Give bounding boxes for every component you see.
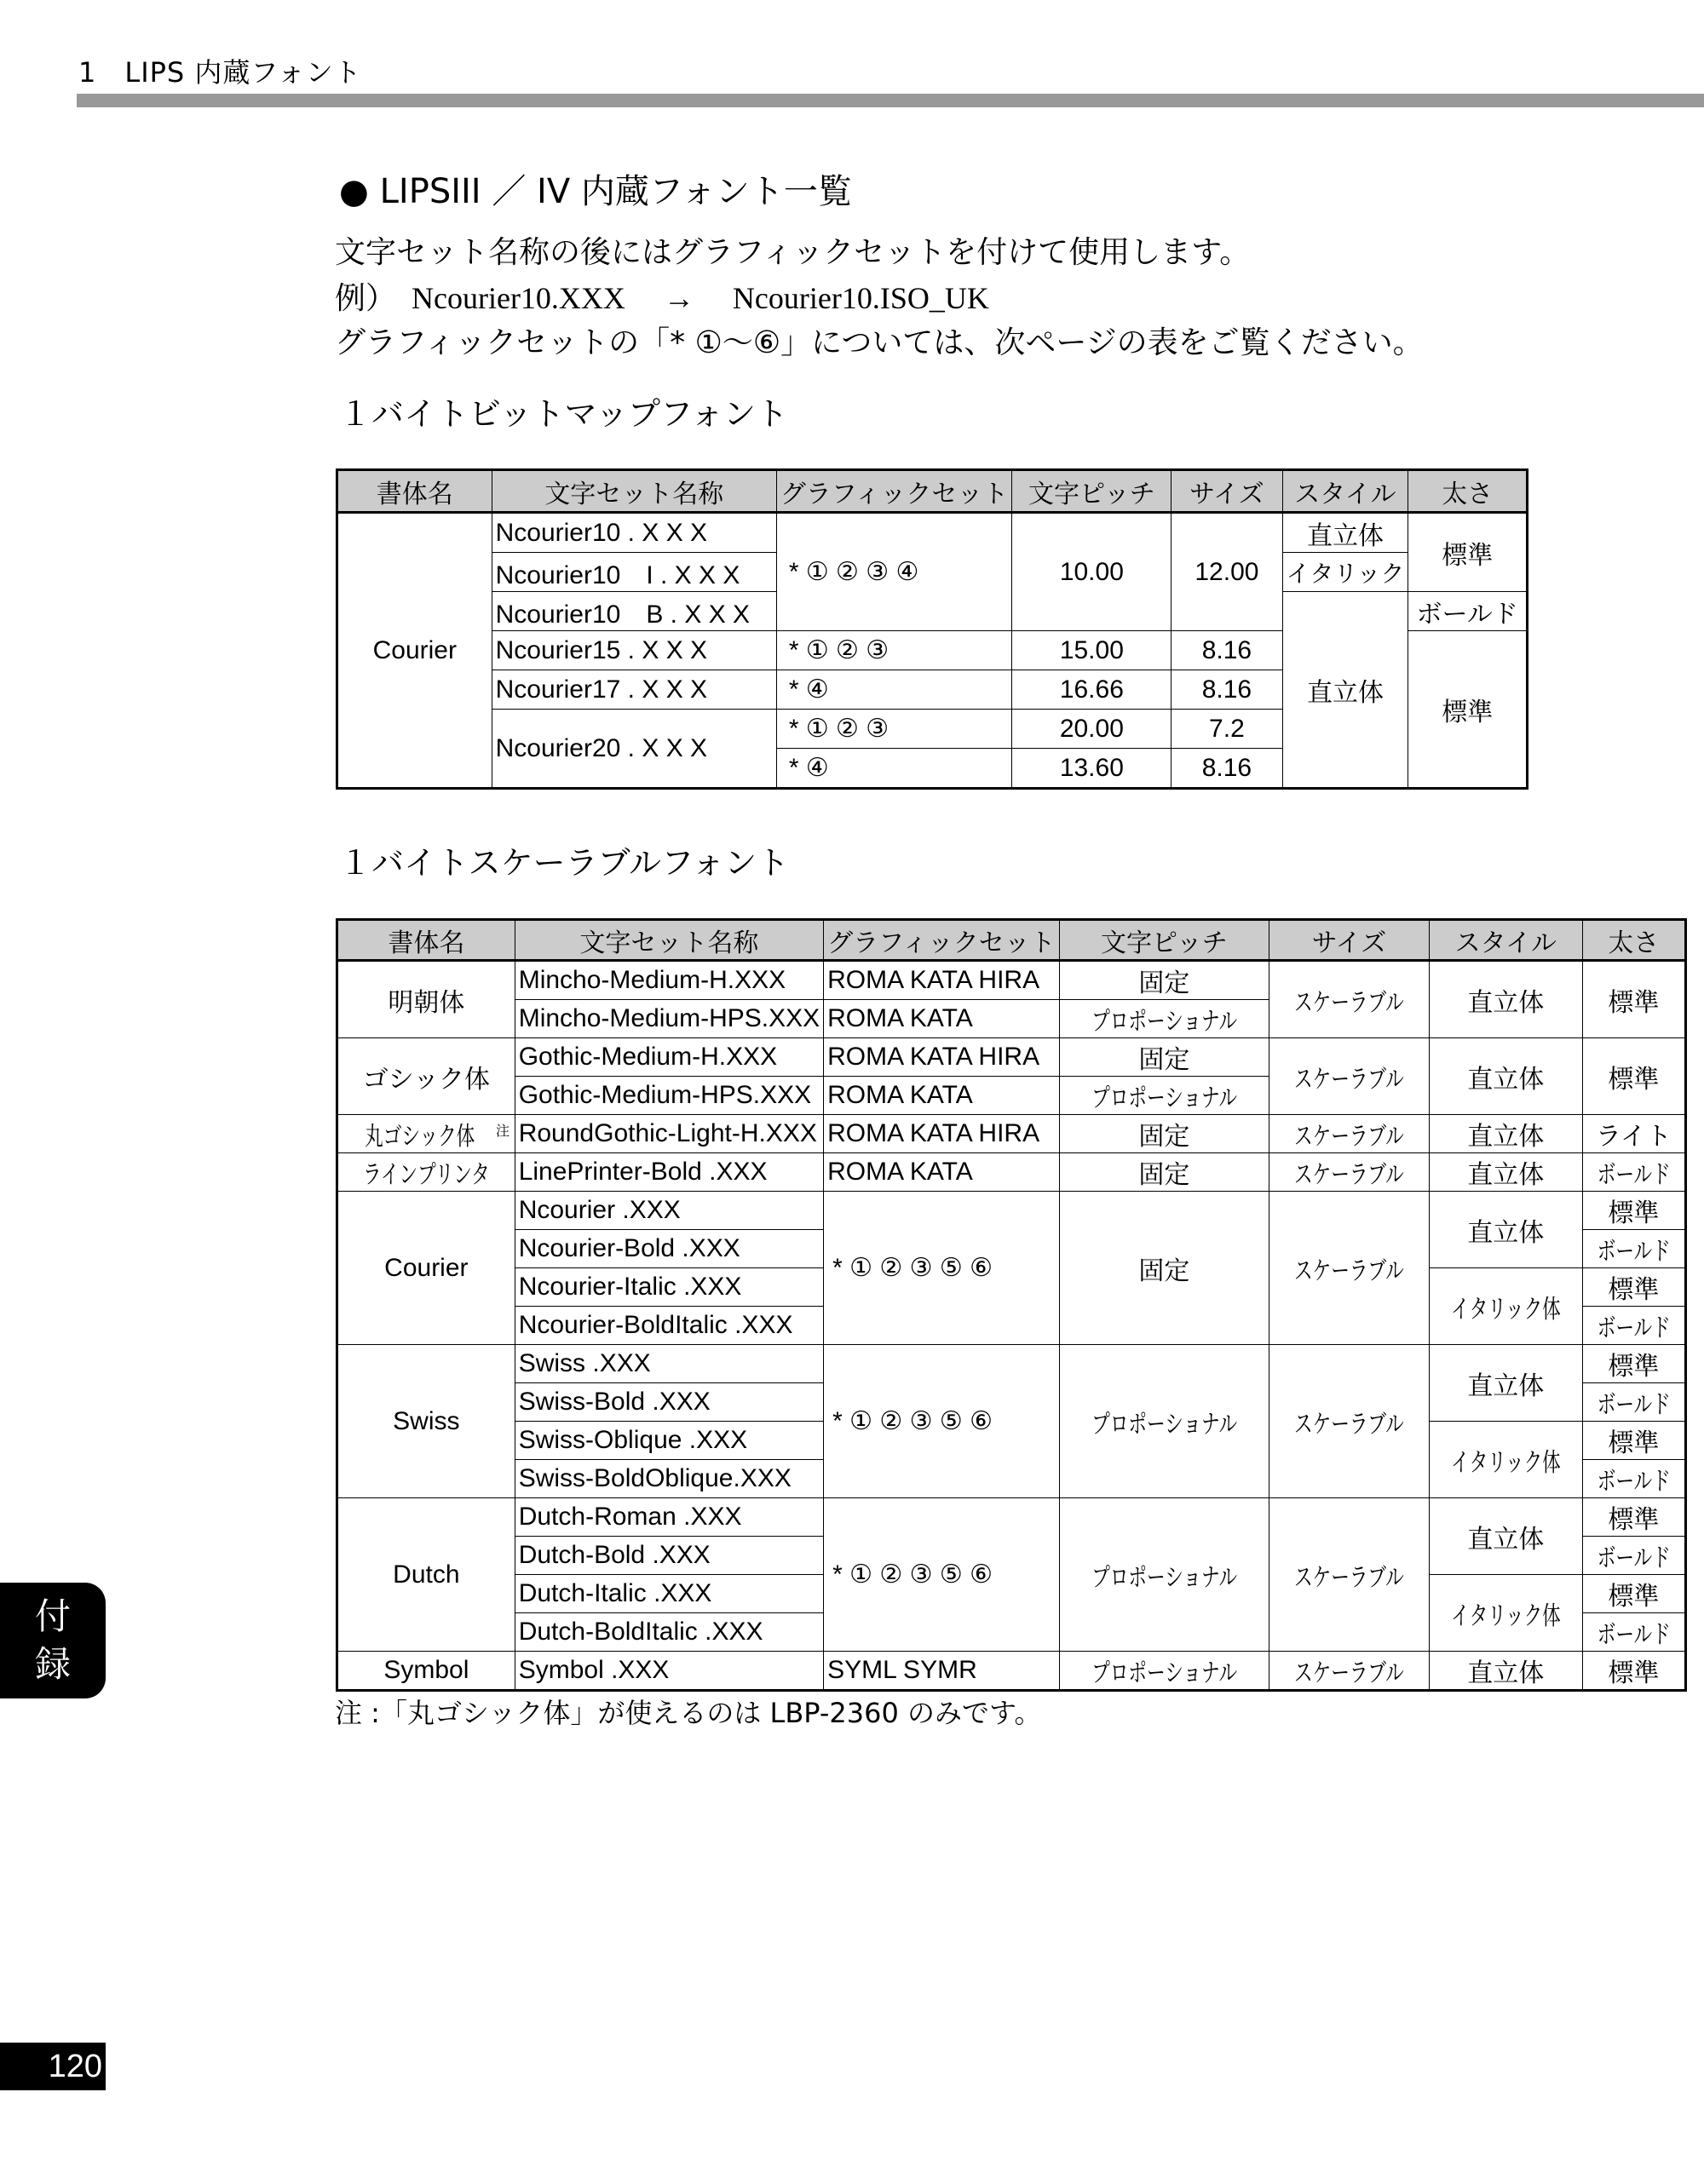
weight-cell: 標準 xyxy=(1582,1422,1685,1460)
weight-text: ボールド xyxy=(1597,1391,1671,1419)
pitch-cell: 固定 xyxy=(1059,1038,1269,1077)
col-header: 文字セット名称 xyxy=(515,920,823,961)
graphic-set-cell: * ① ② ③ xyxy=(776,631,1012,670)
weight-text: ボールド xyxy=(1597,1544,1671,1572)
charset-cell: Swiss-BoldOblique.XXX xyxy=(515,1460,823,1498)
table-header-row xyxy=(337,470,1528,513)
style-cell: 直立体 xyxy=(1429,1192,1582,1268)
weight-cell: 標準 xyxy=(1582,1575,1685,1613)
col-header: サイズ xyxy=(1172,470,1282,513)
charset-cell: Mincho-Medium-HPS.XXX xyxy=(515,1000,823,1038)
graphic-set-cell: * ① ② ③ xyxy=(776,710,1012,749)
style-cell xyxy=(1429,1575,1582,1652)
charset-cell: Gothic-Medium-H.XXX xyxy=(515,1038,823,1077)
charset-cell: Swiss-Bold .XXX xyxy=(515,1383,823,1422)
charset-cell: Gothic-Medium-HPS.XXX xyxy=(515,1077,823,1115)
weight-cell xyxy=(1582,1383,1685,1422)
pitch-cell: 固定 xyxy=(1059,1115,1269,1153)
pitch-cell: 固定 xyxy=(1059,961,1269,1000)
weight-cell: 標準 xyxy=(1582,1345,1685,1383)
graphic-set-cell: * ① ② ③ ⑤ ⑥ xyxy=(824,1192,1060,1345)
bitmap-font-heading: １バイトビットマップフォント xyxy=(339,395,789,433)
charset-cell: Ncourier10 I . X X X xyxy=(492,553,776,592)
pitch-text: プロポーショナル xyxy=(1091,1084,1237,1112)
style-cell: 直立体 xyxy=(1429,961,1582,1038)
font-name-cell: Symbol xyxy=(337,1652,515,1691)
size-cell xyxy=(1269,1652,1430,1691)
graphic-set-cell: ROMA KATA xyxy=(824,1077,1060,1115)
size-text: スケーラブル xyxy=(1294,1161,1404,1189)
pitch-text: プロポーショナル xyxy=(1091,1563,1237,1592)
table-row xyxy=(337,1498,1686,1537)
style-text: イタリック体 xyxy=(1450,1601,1561,1630)
charset-cell: Ncourier17 . X X X xyxy=(492,670,776,710)
size-text: スケーラブル xyxy=(1294,1563,1404,1592)
size-text: スケーラブル xyxy=(1294,1123,1404,1151)
weight-cell xyxy=(1582,1613,1685,1652)
pitch-cell: 13.60 xyxy=(1012,749,1172,789)
pitch-cell xyxy=(1059,1000,1269,1038)
size-text: スケーラブル xyxy=(1294,1256,1404,1285)
style-cell: 直立体 xyxy=(1282,513,1408,553)
size-cell xyxy=(1269,1153,1430,1192)
style-cell xyxy=(1429,1422,1582,1498)
col-header: グラフィックセット xyxy=(776,470,1012,513)
col-header: スタイル xyxy=(1282,470,1408,513)
font-name-cell: ゴシック体 xyxy=(337,1038,515,1115)
pitch-cell: 固定 xyxy=(1059,1153,1269,1192)
col-header: 書体名 xyxy=(337,470,492,513)
style-cell: 直立体 xyxy=(1429,1038,1582,1115)
pitch-cell: 16.66 xyxy=(1012,670,1172,710)
font-name-cell: 明朝体 xyxy=(337,961,515,1038)
size-cell xyxy=(1269,961,1430,1038)
table-row xyxy=(337,1192,1686,1230)
weight-text: ボールド xyxy=(1597,1161,1671,1189)
weight-cell: 標準 xyxy=(1582,1038,1685,1115)
graphic-set-cell: ROMA KATA HIRA xyxy=(824,1115,1060,1153)
col-header: 書体名 xyxy=(337,920,515,961)
pitch-cell: 10.00 xyxy=(1012,513,1172,631)
weight-text: ボールド xyxy=(1597,1621,1671,1649)
charset-cell: Ncourier10 . X X X xyxy=(492,513,776,553)
charset-cell: Dutch-BoldItalic .XXX xyxy=(515,1613,823,1652)
col-header: 太さ xyxy=(1582,920,1685,961)
col-header: 文字ピッチ xyxy=(1059,920,1269,961)
style-cell: 直立体 xyxy=(1429,1498,1582,1575)
graphic-set-cell: * ④ xyxy=(776,670,1012,710)
size-cell xyxy=(1269,1192,1430,1345)
col-header: 文字ピッチ xyxy=(1012,470,1172,513)
style-cell: 直立体 xyxy=(1429,1153,1582,1192)
font-name-cell xyxy=(337,1153,515,1192)
weight-cell: 標準 xyxy=(1582,1652,1685,1691)
font-name-cell xyxy=(337,1115,515,1153)
pitch-cell: 15.00 xyxy=(1012,631,1172,670)
table-row xyxy=(337,961,1686,1000)
table-row xyxy=(337,1038,1686,1077)
pitch-text: プロポーショナル xyxy=(1091,1410,1237,1439)
weight-cell xyxy=(1582,1307,1685,1345)
size-cell xyxy=(1269,1498,1430,1652)
font-name-cell: Dutch xyxy=(337,1498,515,1652)
charset-cell: Dutch-Italic .XXX xyxy=(515,1575,823,1613)
note-marker: 注 xyxy=(496,1124,510,1139)
weight-cell: 標準 xyxy=(1582,1268,1685,1307)
page-number: 120 xyxy=(0,2043,106,2090)
table-header-row xyxy=(337,920,1686,961)
appendix-tab-char: 付 xyxy=(34,1595,71,1637)
charset-cell: Mincho-Medium-H.XXX xyxy=(515,961,823,1000)
pitch-cell xyxy=(1059,1652,1269,1691)
scalable-font-heading: １バイトスケーラブルフォント xyxy=(339,844,790,882)
table-row xyxy=(337,1153,1686,1192)
graphic-set-cell: ROMA KATA xyxy=(824,1153,1060,1192)
header-rule xyxy=(77,94,1704,107)
weight-text: ボールド xyxy=(1597,1468,1671,1496)
appendix-tab-char: 録 xyxy=(34,1643,71,1685)
footnote: 注 :「丸ゴシック体」が使えるのは LBP-2360 のみです。 xyxy=(335,1697,1042,1729)
font-name-cell: Swiss xyxy=(337,1345,515,1498)
weight-cell xyxy=(1582,1537,1685,1575)
weight-cell: 標準 xyxy=(1408,513,1528,592)
charset-cell: Ncourier .XXX xyxy=(515,1192,823,1230)
intro-line-2: 例） Ncourier10.XXX → Ncourier10.ISO_UK xyxy=(335,281,989,315)
intro-line-3: グラフィックセットの「* ①～⑥」については、次ページの表をご覧ください。 xyxy=(335,325,1424,360)
style-cell: 直立体 xyxy=(1282,592,1408,789)
style-text: イタリック体 xyxy=(1450,1448,1561,1477)
table-row xyxy=(337,1652,1686,1691)
charset-cell: Ncourier-BoldItalic .XXX xyxy=(515,1307,823,1345)
style-cell xyxy=(1429,1268,1582,1345)
graphic-set-cell: ROMA KATA HIRA xyxy=(824,1038,1060,1077)
graphic-set-cell: * ④ xyxy=(776,749,1012,789)
size-cell: 8.16 xyxy=(1172,631,1282,670)
charset-cell: RoundGothic-Light-H.XXX xyxy=(515,1115,823,1153)
style-cell: 直立体 xyxy=(1429,1652,1582,1691)
bitmap-font-table xyxy=(336,468,1528,790)
charset-cell: LinePrinter-Bold .XXX xyxy=(515,1153,823,1192)
charset-cell: Dutch-Bold .XXX xyxy=(515,1537,823,1575)
size-cell: 12.00 xyxy=(1172,513,1282,631)
col-header: スタイル xyxy=(1429,920,1582,961)
graphic-set-cell: ROMA KATA xyxy=(824,1000,1060,1038)
running-header: 1 LIPS 内蔵フォント xyxy=(78,56,362,89)
size-cell xyxy=(1269,1345,1430,1498)
charset-cell: Ncourier20 . X X X xyxy=(492,710,776,789)
graphic-set-cell: * ① ② ③ ⑤ ⑥ xyxy=(824,1345,1060,1498)
pitch-text: プロポーショナル xyxy=(1091,1008,1237,1036)
pitch-text: プロポーショナル xyxy=(1091,1659,1237,1687)
pitch-cell xyxy=(1059,1345,1269,1498)
weight-text: ボールド xyxy=(1597,1238,1671,1266)
pitch-cell: 固定 xyxy=(1059,1192,1269,1345)
style-cell: 直立体 xyxy=(1429,1345,1582,1422)
graphic-set-cell: * ① ② ③ ⑤ ⑥ xyxy=(824,1498,1060,1652)
size-cell xyxy=(1269,1038,1430,1115)
weight-cell: 標準 xyxy=(1408,631,1528,789)
weight-cell xyxy=(1582,1460,1685,1498)
intro-line-1: 文字セット名称の後にはグラフィックセットを付けて使用します。 xyxy=(335,235,1251,270)
charset-cell: Swiss .XXX xyxy=(515,1345,823,1383)
col-header: 文字セット名称 xyxy=(492,470,776,513)
size-text: スケーラブル xyxy=(1294,1410,1404,1439)
weight-cell xyxy=(1582,1230,1685,1268)
col-header: 太さ xyxy=(1408,470,1528,513)
table-row xyxy=(337,513,1528,553)
scalable-font-table xyxy=(336,918,1687,1692)
weight-cell: 標準 xyxy=(1582,1498,1685,1537)
size-cell: 7.2 xyxy=(1172,710,1282,749)
size-cell: 8.16 xyxy=(1172,749,1282,789)
pitch-cell xyxy=(1059,1498,1269,1652)
weight-text: ボールド xyxy=(1597,1314,1671,1342)
col-header: サイズ xyxy=(1269,920,1430,961)
charset-cell: Dutch-Roman .XXX xyxy=(515,1498,823,1537)
charset-cell: Swiss-Oblique .XXX xyxy=(515,1422,823,1460)
style-text: イタリック体 xyxy=(1450,1295,1561,1324)
weight-cell: ボールド xyxy=(1408,592,1528,631)
charset-cell: Ncourier-Bold .XXX xyxy=(515,1230,823,1268)
col-header: グラフィックセット xyxy=(824,920,1060,961)
style-cell: 直立体 xyxy=(1429,1115,1582,1153)
table-row xyxy=(337,1115,1686,1153)
style-cell: イタリック xyxy=(1282,553,1408,592)
weight-cell xyxy=(1582,1153,1685,1192)
pitch-cell xyxy=(1059,1077,1269,1115)
font-name-cell: Courier xyxy=(337,1192,515,1345)
weight-cell: 標準 xyxy=(1582,961,1685,1038)
size-text: スケーラブル xyxy=(1294,1659,1404,1687)
graphic-set-cell: ROMA KATA HIRA xyxy=(824,961,1060,1000)
charset-cell: Ncourier15 . X X X xyxy=(492,631,776,670)
graphic-set-cell: * ① ② ③ ④ xyxy=(776,513,1012,631)
graphic-set-cell: SYML SYMR xyxy=(824,1652,1060,1691)
size-cell xyxy=(1269,1115,1430,1153)
size-cell: 8.16 xyxy=(1172,670,1282,710)
size-text: スケーラブル xyxy=(1294,1065,1404,1094)
font-name-cell: Courier xyxy=(337,513,492,789)
table-row xyxy=(337,1345,1686,1383)
charset-cell: Symbol .XXX xyxy=(515,1652,823,1691)
pitch-cell: 20.00 xyxy=(1012,710,1172,749)
charset-cell: Ncourier-Italic .XXX xyxy=(515,1268,823,1307)
appendix-tab xyxy=(0,1583,106,1698)
charset-cell: Ncourier10 B . X X X xyxy=(492,592,776,631)
weight-cell: 標準 xyxy=(1582,1192,1685,1230)
font-name-text: 丸ゴシック体 xyxy=(364,1123,475,1151)
size-text: スケーラブル xyxy=(1294,988,1404,1017)
section-title: ● LIPSIII ／ IV 内蔵フォント一覧 xyxy=(339,172,852,211)
weight-cell: ライト xyxy=(1582,1115,1685,1153)
font-name-text: ラインプリンタ xyxy=(362,1161,490,1189)
